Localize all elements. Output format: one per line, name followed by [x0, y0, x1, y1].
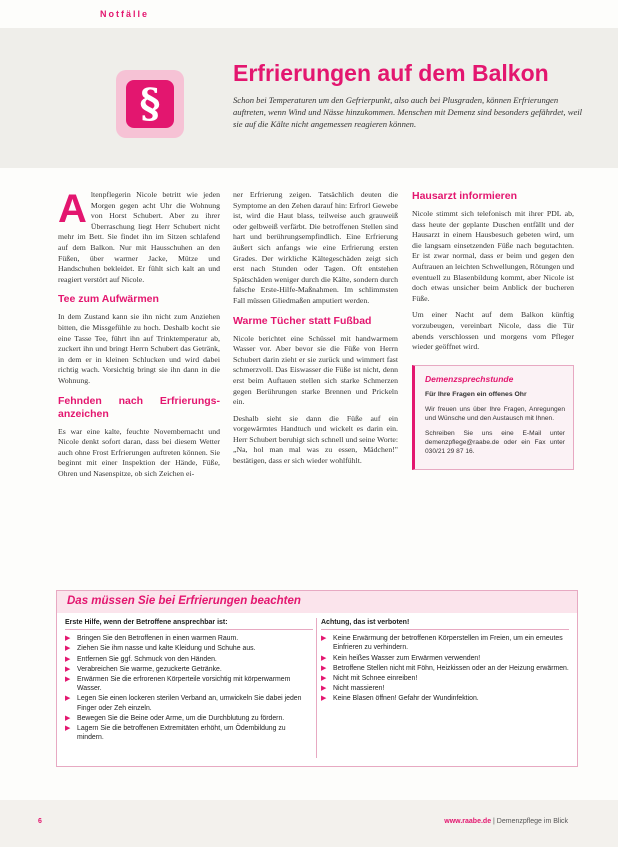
list-item: ▶ Ziehen Sie ihm nasse und kalte Kleidung und Schuhe aus. [65, 645, 256, 653]
arrow-icon: ▶ [65, 665, 71, 673]
paragraph-handtuch: Deshalb sieht sie dann die Füße auf ein vorgewärmtes Handtuch und wickelt es darin ein. Herr Schubert beruhigt sich schnell und seine Worte: „Na, hol man mal was zu essen, Mädchen!" bestätigen, dass er sich wieder wohlfühlt. [233, 413, 398, 466]
forbidden-list [321, 634, 569, 703]
column-1 [58, 187, 220, 485]
box-text-2: Schreiben Sie uns eine E-Mail unter demenzpflege@raabe.de oder ein Fax unter 030/21 29 87 16. [425, 429, 565, 456]
first-aid-column [65, 618, 313, 743]
arrow-icon: ▶ [321, 654, 327, 662]
paragraph-symptome: ner Erfrierung zeigen. Tatsächlich deuten die Symptome an den Zehen darauf hin: Erfrorl Gewebe ist, wird die Haut blass, teilweise auch grauweiß oder gelbweiß verfärbt. Die betroffenen Stellen sind hart und berührungsempfindlich. Eine Erfrierung äußert sich anfangs wie eine Erfrierung ersten Grades. Der wirkliche Kältegeschäden zeigt sich erst nach Stunden oder Tagen. Oft entstehen Spätschäden weniger durch die Kälte, sondern durch falsche Erste-Hilfe-Maßnahmen. Im schlimmsten Fall müssen Gliedmaßen amputiert werden. [233, 190, 398, 305]
list-item: ▶ Bringen Sie den Betroffenen in einen warmen Raum. [65, 635, 239, 643]
list-item: ▶ Nicht massieren! [321, 685, 385, 693]
arrow-icon: ▶ [321, 685, 327, 693]
list-item: ▶ Kein heißes Wasser zum Erwärmen verwenden! [321, 654, 481, 662]
intro-paragraph [58, 187, 220, 285]
section-label: Notfälle [100, 9, 150, 19]
heading-tuecher: Warme Tücher statt Fußbad [233, 314, 372, 327]
arrow-icon: ▶ [65, 676, 71, 684]
page-title: Erfrierungen auf dem Balkon [233, 60, 549, 86]
paragraph-tee: In dem Zustand kann sie ihn nicht zum Anziehen bitten, die Missgefühle zu hoch. Deshalb kocht sie eine Tasse Tee, führt ihn auf Trinktemperatur ab, zuckert ihn und bringt Herrn Schubert das Getränk, in dem er in kleinen Schlucken und wird dabei richtig wach. Vorsichtig bringt sie ihn dann in die Wohnung. [58, 312, 220, 385]
footer-publication: | Demenzpflege im Blick [491, 818, 568, 825]
arrow-icon: ▶ [65, 635, 71, 643]
arrow-icon: ▶ [321, 695, 327, 703]
list-item: ▶ Entfernen Sie ggf. Schmuck von den Händen. [65, 655, 217, 663]
footer-url[interactable]: www.raabe.de [444, 818, 492, 825]
list-item: ▶ Keine Erwärmung der betroffenen Körperstellen im Freien, um ein erneutes Einfrieren zu verhindern. [321, 635, 563, 652]
list-item: ▶ Bewegen Sie die Beine oder Arme, um die Durchblutung zu fördern. [65, 714, 285, 722]
intro-text: ltenpflegerin Nicole betritt wie jeden Morgen gegen acht Uhr die Wohnung von Horst Schubert. Aber zu ihrer Überraschung liegt Herr Schubert nicht mehr im Bett. Sie findet ihn im Sitzen schlafend auf dem Balkon. Nur mit Hausschuhen an den Füßen, über warmer Jacke, Mütze und Handschuhen bekleidet. Er fühlt sich kalt an und reagiert verstört auf Nicole. [58, 190, 220, 284]
arrow-icon: ▶ [321, 635, 327, 643]
paragraph-balkon: Um einer Nacht auf dem Balkon künftig vorzubeugen, vereinbart Nicole, dass die Tür abends verschlossen und morgens vom Pfleger wieder geöffnet wird. [412, 310, 574, 352]
paragraph-symbol: § [126, 80, 174, 128]
list-item: ▶ Verabreichen Sie warme, gezuckerte Getränke. [65, 665, 222, 673]
lead-text: Schon bei Temperaturen um den Gefrierpunkt, also auch bei Plusgraden, können Erfrierungen auftreten, wenn Wind und Nässe hinzukommen. Menschen mit Demenz sind besonders gefährdet, weil sie auf die Kälte nicht angemessen reagieren können. [233, 95, 583, 129]
footer-text [444, 818, 568, 825]
arrow-icon: ▶ [321, 664, 327, 672]
first-aid-list [65, 634, 313, 742]
column-3 [412, 190, 574, 470]
box-title: Demenzsprechstunde [425, 373, 514, 384]
paragraph-hausarzt: Nicole stimmt sich telefonisch mit ihrer PDL ab, dass heute der geplante Duschen entfällt und der Hausarzt in einem Hausbesuch gebeten wird, um die langsam einsetzenden Füße nach begutachten. Er ist zwar normal, dass er beim und gegen den Auftrauen an leichten Schwellungen, Rötungen und eventuell zu Blasenbildung kommt, aber Nicole ist doch etwas unsicher beim Anblick der bucheren Füße. [412, 209, 574, 303]
arrow-icon: ▶ [65, 655, 71, 663]
arrow-icon: ▶ [65, 725, 71, 733]
dropcap: A [58, 187, 87, 231]
list-item: ▶ Nicht mit Schnee einreiben! [321, 675, 418, 683]
sprechstunde-box [412, 365, 574, 471]
heading-tee: Tee zum Aufwärmen [58, 293, 159, 306]
forbidden-column [321, 618, 569, 705]
forbidden-heading: Achtung, das ist verboten! [321, 618, 569, 630]
box-subtitle: Für Ihre Fragen ein offenes Ohr [425, 391, 527, 399]
arrow-icon: ▶ [321, 675, 327, 683]
heading-hausarzt: Hausarzt informieren [412, 190, 518, 202]
column-divider [316, 618, 317, 758]
paragraph-icon [116, 70, 184, 138]
info-box [56, 590, 578, 767]
arrow-icon: ▶ [65, 645, 71, 653]
column-2 [233, 190, 398, 473]
first-aid-heading: Erste Hilfe, wenn der Betroffene ansprechbar ist: [65, 618, 313, 630]
arrow-icon: ▶ [65, 695, 71, 703]
list-item: ▶ Legen Sie einen lockeren sterilen Verband an, umwickeln Sie dabei jeden Finger oder Zeh einzeln. [65, 695, 302, 712]
list-item: ▶ Betroffene Stellen nicht mit Föhn, Heizkissen oder an der Heizung erwärmen. [321, 664, 569, 672]
list-item: ▶ Lagern Sie die betroffenen Extremitäten erhöht, um Ödembildung zu mindern. [65, 725, 286, 742]
list-item: ▶ Erwärmen Sie die erfrorenen Körperteile vorsichtig mit körperwarmem Wasser. [65, 676, 291, 693]
box-text-1: Wir freuen uns über Ihre Fragen, Anregungen und Wünsche und den Austausch mit Ihnen. [425, 405, 565, 423]
arrow-icon: ▶ [65, 714, 71, 722]
paragraph-anzeichen: Es war eine kalte, feuchte Novembernacht und Nicole denkt sofort daran, dass bei diesem Wetter auch ohne Frost Erfrierungen auftreten können. Sie beginnt mit einer Inspektion der Hände, Füße, Ohren und Nasenspitze, ob sich Zeichen ei- [58, 426, 220, 478]
paragraph-tuecher: Nicole berichtet eine Schüssel mit handwarmem Wasser vor. Aber bevor sie die Füße von Herrn Schubert darin zieht er sie zurück und wimmert fast schmerzvoll. Das Eiswasser die Füße ist nicht, denn erst beim Auftauen stellen sich starke Schmerzen gegen Berührungen starke Brennen und Prickeln ein. [233, 333, 398, 407]
page-number: 6 [38, 818, 42, 825]
heading-anzeichen: Fehnden nach Erfrierungs-anzeichen [58, 394, 220, 420]
list-item: ▶ Keine Blasen öffnen! Gefahr der Wundinfektion. [321, 695, 479, 703]
info-box-title: Das müssen Sie bei Erfrierungen beachten [57, 591, 577, 613]
